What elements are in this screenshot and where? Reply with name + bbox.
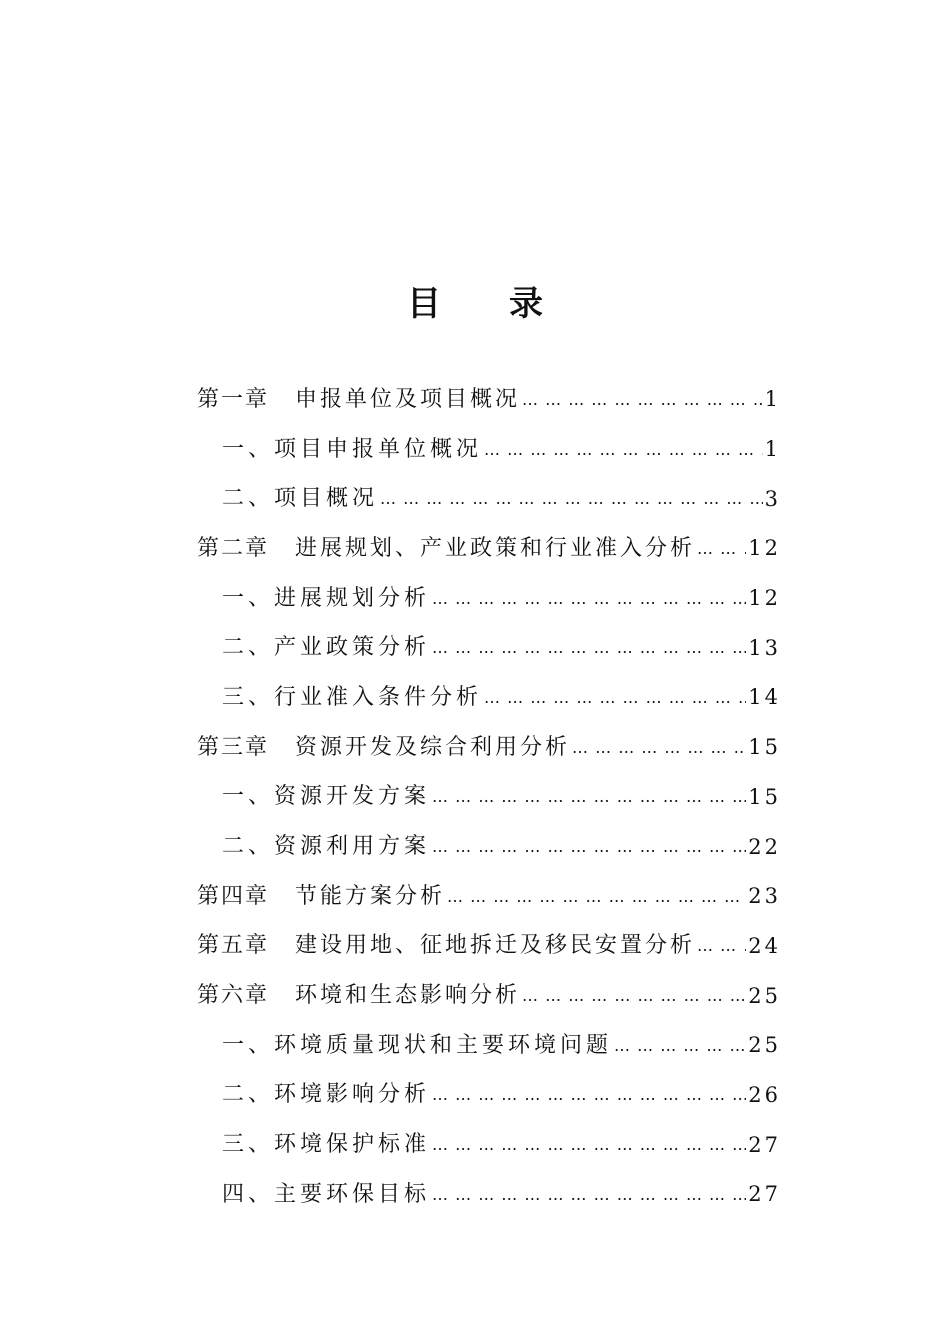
page-number: 25: [748, 983, 781, 1008]
dot-leader: [522, 988, 746, 1004]
dot-leader: [484, 442, 763, 458]
page-number: 27: [748, 1182, 781, 1207]
page-number: 1: [764, 437, 781, 462]
dot-leader: [432, 1087, 746, 1103]
page-title-part-2: 录: [509, 284, 543, 324]
section-title: 二、环境影响分析: [222, 1082, 431, 1108]
page-number: 15: [748, 735, 781, 760]
section-title: 四、主要环保目标: [222, 1181, 431, 1207]
section-title: 一、进展规划分析: [222, 585, 431, 611]
toc-entry-chapter-6[interactable]: [197, 971, 781, 1021]
chapter-number: 第六章: [197, 983, 270, 1009]
page-number: 25: [748, 1033, 781, 1058]
section-title: 三、行业准入条件分析: [222, 684, 483, 710]
page-number: 12: [748, 536, 781, 561]
dot-leader: [432, 789, 746, 805]
toc-entry-chapter-1[interactable]: [197, 375, 781, 425]
section-title: 二、资源利用方案: [222, 834, 431, 860]
chapter-number: 第四章: [197, 883, 270, 909]
dot-leader: [614, 1038, 746, 1054]
section-title: 一、项目申报单位概况: [222, 436, 483, 462]
dot-leader: [380, 491, 763, 507]
dot-leader: [432, 1137, 746, 1153]
page-number: 14: [748, 685, 781, 710]
section-title: 二、项目概况: [222, 486, 379, 512]
chapter-number: 第三章: [197, 734, 270, 760]
toc-entry-section[interactable]: [197, 1170, 781, 1220]
toc-entry-chapter-5[interactable]: [197, 922, 781, 972]
toc-entry-chapter-4[interactable]: [197, 872, 781, 922]
dot-leader: [432, 839, 746, 855]
toc-entry-section[interactable]: [197, 673, 781, 723]
page-number: 12: [748, 586, 781, 611]
toc-entry-section[interactable]: [197, 1120, 781, 1170]
page-number: 22: [748, 834, 781, 859]
page-number: 3: [764, 486, 781, 511]
dot-leader: [572, 740, 746, 756]
page-number: 24: [748, 933, 781, 958]
toc-entry-section[interactable]: [197, 623, 781, 673]
toc-entry-chapter-2[interactable]: [197, 524, 781, 574]
dot-leader: [432, 1187, 746, 1203]
chapter-number: 第二章: [197, 535, 270, 561]
dot-leader: [432, 640, 746, 656]
dot-leader: [697, 938, 746, 954]
toc-entry-section[interactable]: [197, 1071, 781, 1121]
toc-entry-section[interactable]: [197, 822, 781, 872]
page-number: 1: [764, 387, 781, 412]
toc-entry-section[interactable]: [197, 574, 781, 624]
section-title: 三、环境保护标准: [222, 1132, 431, 1158]
dot-leader: [447, 889, 746, 905]
page-number: 15: [748, 784, 781, 809]
chapter-title: 进展规划、产业政策和行业准入分析: [295, 535, 696, 561]
section-title: 二、产业政策分析: [222, 635, 431, 661]
toc-entry-section[interactable]: [197, 1021, 781, 1071]
page-number: 26: [748, 1082, 781, 1107]
dot-leader: [697, 541, 746, 557]
page-number: 27: [748, 1132, 781, 1157]
toc-entry-section[interactable]: [197, 474, 781, 524]
toc-entry-chapter-3[interactable]: [197, 723, 781, 773]
section-title: 一、资源开发方案: [222, 784, 431, 810]
chapter-number: 第五章: [197, 933, 270, 959]
chapter-title: 资源开发及综合利用分析: [295, 734, 571, 760]
dot-leader: [522, 392, 763, 408]
page-title-part-1: 目: [407, 284, 441, 324]
page-number: 23: [748, 884, 781, 909]
section-title: 一、环境质量现状和主要环境问题: [222, 1032, 613, 1058]
page-number: 13: [748, 635, 781, 660]
chapter-number: 第一章: [197, 386, 270, 412]
chapter-title: 申报单位及项目概况: [295, 386, 521, 412]
chapter-title: 节能方案分析: [295, 883, 446, 909]
chapter-title: 环境和生态影响分析: [295, 983, 521, 1009]
toc-entry-section[interactable]: [197, 773, 781, 823]
dot-leader: [484, 690, 746, 706]
chapter-title: 建设用地、征地拆迁及移民安置分析: [295, 933, 696, 959]
table-of-contents: [197, 375, 781, 1220]
toc-entry-section[interactable]: [197, 425, 781, 475]
page-title: [0, 276, 950, 325]
dot-leader: [432, 591, 746, 607]
